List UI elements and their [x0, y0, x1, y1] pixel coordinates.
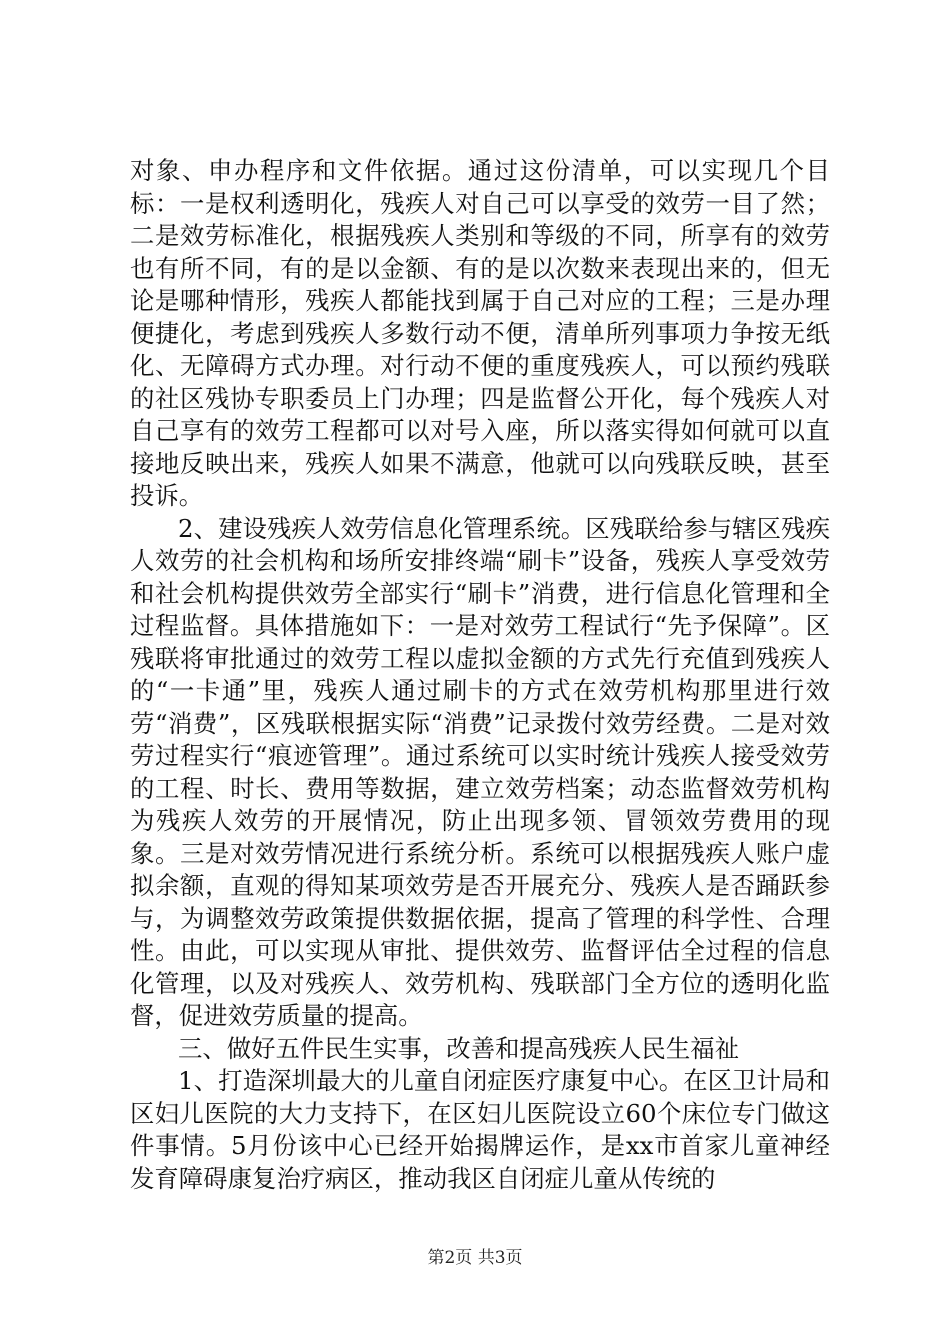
document-body: [130, 155, 830, 1195]
page-number-footer: 第2页 共3页: [427, 1248, 523, 1268]
section-heading-livelihood: 三、做好五件民生实事，改善和提高残疾人民生福祉: [178, 1033, 739, 1063]
paragraph-service-list-goals: 对象、申办程序和文件依据。通过这份清单，可以实现几个目标：一是权利透明化，残疾人对自己可以享受的效劳一目了然；二是效劳标准化，根据残疾人类别和等级的不同，所享有的效劳也有所不同，有的是以金额、有的是以次数来表现出来的，但无论是哪种情形，残疾人都能找到属于自己对应的工程；三是办理便捷化，考虑到残疾人多数行动不便，清单所列事项力争按无纸化、无障碍方式办理。对行动不便的重度残疾人，可以预约残联的社区残协专职委员上门办理；四是监督公开化，每个残疾人对自己享有的效劳工程都可以对号入座，所以落实得如何就可以直接地反映出来，残疾人如果不满意，他就可以向残联反映，甚至投诉。: [130, 156, 830, 510]
paragraph-autism-center: 1、打造深圳最大的儿童自闭症医疗康复中心。在区卫计局和区妇儿医院的大力支持下，在区妇儿医院设立60个床位专门做这件事情。5月份该中心已经开始揭牌运作，是xx市首家儿童神经发育障碍康复治疗病区，推动我区自闭症儿童从传统的: [130, 1066, 830, 1193]
paragraph-info-system: 2、建设残疾人效劳信息化管理系统。区残联给参与辖区残疾人效劳的社会机构和场所安排终端“刷卡”设备，残疾人享受效劳和社会机构提供效劳全部实行“刷卡”消费，进行信息化管理和全过程监督。具体措施如下：一是对效劳工程试行“先予保障”。区残联将审批通过的效劳工程以虚拟金额的方式先行充值到残疾人的“一卡通”里，残疾人通过刷卡的方式在效劳机构那里进行效劳“消费”，区残联根据实际“消费”记录拨付效劳经费。二是对效劳过程实行“痕迹管理”。通过系统可以实时统计残疾人接受效劳的工程、时长、费用等数据，建立效劳档案；动态监督效劳机构为残疾人效劳的开展情况，防止出现多领、冒领效劳费用的现象。三是对效劳情况进行系统分析。系统可以根据残疾人账户虚拟余额，直观的得知某项效劳是否开展充分、残疾人是否踊跃参与，为调整效劳政策提供数据依据，提高了管理的科学性、合理性。由此，可以实现从审批、提供效劳、监督评估全过程的信息化管理，以及对残疾人、效劳机构、残联部门全方位的透明化监督，促进效劳质量的提高。: [130, 513, 830, 1030]
